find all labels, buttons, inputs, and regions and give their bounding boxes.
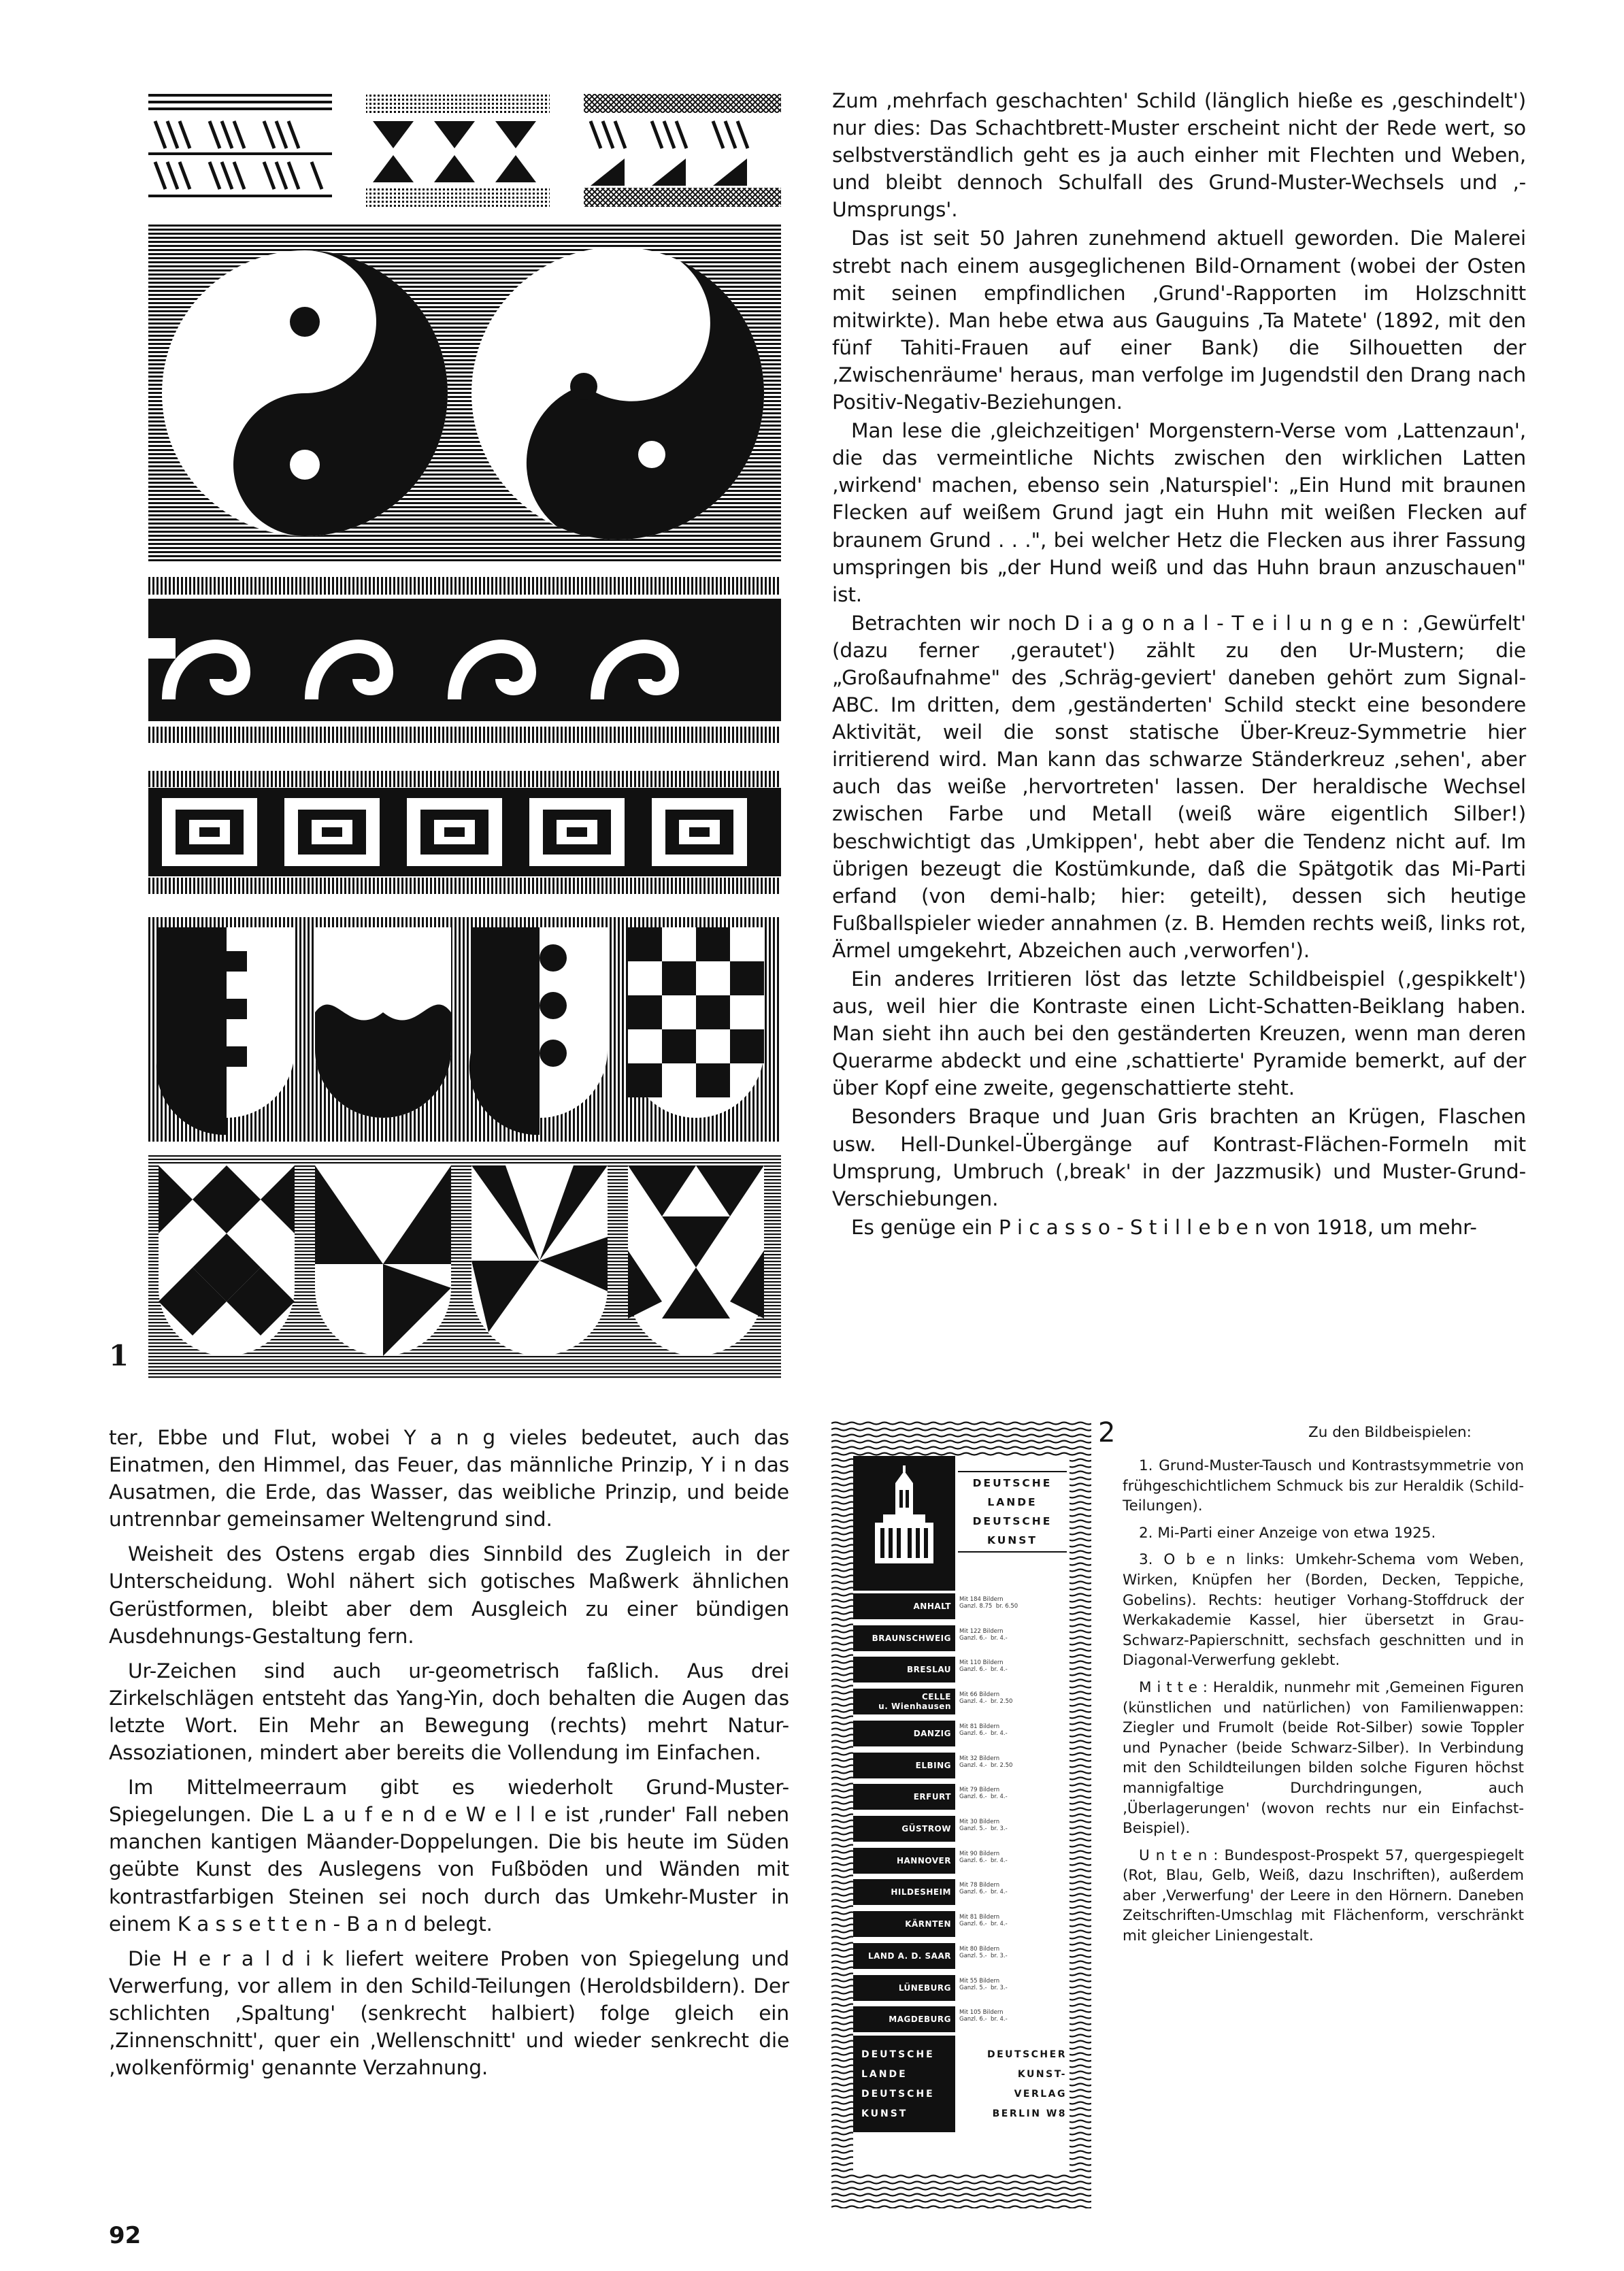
right-column-text [832,87,1526,1241]
city-row [853,1911,1070,1937]
city-row [853,2006,1070,2032]
city-info: Mit 79 Bildern Ganzl. 6.- br. 4.- [959,1787,1008,1801]
city-info: Mit 30 Bildern Ganzl. 5.- br. 3.- [959,1819,1008,1832]
city-info: Mit 81 Bildern Ganzl. 6.- br. 4.- [959,1914,1008,1928]
city-info: Mit 110 Bildern Ganzl. 6.- br. 4.- [959,1659,1008,1674]
ad-footer [853,2036,1070,2174]
city-row [853,1689,1070,1714]
footer-line: VERLAG [1014,2089,1067,2100]
city-row [853,1753,1070,1778]
cathedral-icon [853,1456,955,1591]
city-name: BRAUNSCHWEIG [853,1625,955,1651]
paragraph: Weisheit des Ostens ergab dies Sinnbild des Zugleich in der Unterscheidung. Wohl nähert sich gotisches Maßwerk ähnlichen Gerüstformen, bleibt aber dem Ausgleich zu einer bündigen Ausdehnungs-Gestaltung fern. [109,1542,789,1648]
city-info: Mit 184 Bildern Ganzl. 8.75 br. 6.50 [959,1596,1018,1610]
city-row [853,1593,1070,1619]
paragraph: Die H e r a l d i k liefert weitere Proben von Spiegelung und Verwerfung, vor allem in den Schild-Teilungen (Heroldsbildern). Der schlichten ‚Spaltung' (senkrecht halbiert) folge gleich ein ‚Zinnenschnitt', quer ein ‚Wellenschnitt' und wieder senkrecht die ‚wolkenförmig' genannte Verzahnung. [109,1946,789,2080]
city-row [853,1943,1070,1969]
city-row [853,1625,1070,1651]
city-name: KÄRNTEN [853,1911,955,1937]
caption-item: 3. O b e n links: Umkehr-Schema vom Weben, Wirken, Knüpfen her (Borden, Decken, Teppiche, Gobelins). Rechts: heutiger Vorhang-Stoffdruck der Werkakademie Kassel, hier übersetzt in Grau-Schwarz-Papierschnitt, sechsfach geschnitten und in Diagonal-Verwerfung geklebt. [1123,1551,1524,1670]
city-name: GÜSTROW [853,1816,955,1842]
caption-item: 2. Mi-Parti einer Anzeige von etwa 1925. [1139,1524,1436,1542]
captions-column [1123,1456,1524,1953]
city-info: Mit 81 Bildern Ganzl. 6.- br. 4.- [959,1723,1008,1737]
ad-title-line: DEUTSCHE [972,1515,1053,1527]
ad-title-line: LANDE [987,1496,1038,1508]
city-name: ANHALT [853,1593,955,1619]
city-name: CELLE u. Wienhausen [853,1689,955,1714]
running-wave-band [148,599,781,721]
footer-line: KUNST- [1017,2069,1067,2080]
footer-line: DEUTSCHER [987,2049,1067,2060]
ad-title-line: KUNST [987,1534,1038,1546]
page-number: 92 [109,2222,142,2249]
figure-2-advertisement [831,1419,1091,2208]
city-name: ERFURT [853,1784,955,1810]
city-row [853,1721,1070,1746]
city-row [853,1848,1070,1874]
yin-yang-panel [148,223,781,588]
city-name: LÜNEBURG [853,1975,955,2001]
heraldic-shields-row-2 [148,1155,781,1378]
city-info: Mit 55 Bildern Ganzl. 5.- br. 3.- [959,1977,1008,1991]
paragraph: Zum ‚mehrfach geschachten' Schild (länglich hieße es ‚geschindelt') nur dies: Das Schachtbrett-Muster erscheint nicht der Rede wert, so selbstverständlich geht es ja auch einher mit Flechten und Weben, und bleibt dennoch Schulfall des Grund-Muster-Wechsels und ‚-Umsprungs'. [832,89,1526,222]
figure-2-number: 2 [1098,1417,1116,1448]
triangle-band-middle [366,94,550,207]
paragraph: Besonders Braque und Juan Gris brachten an Krügen, Flaschen usw. Hell-Dunkel-Übergänge auf Kontrast-Flächen-Formeln mit Umsprung, Umbruch (‚break' in der Jazzmusik) und Muster-Grund-Verschiebungen. [832,1105,1526,1210]
vertical-line-band-2 [148,727,781,743]
footer-line: LANDE [861,2069,908,2080]
ad-header [853,1456,1070,1591]
city-row [853,1657,1070,1682]
paragraph: Im Mittelmeerraum gibt es wiederholt Grund-Muster-Spiegelungen. Die L a u f e n d e W e l l e ist ‚runder' Fall neben manchen kantigen Mäander-Doppelungen. Die bis heute im Süden geübte Kunst des Auslegens von Fußböden und Wänden mit kontrastfarbigen Steinen sei noch durch das Umkehr-Muster in einem K a s s e t t e n - B a n d belegt. [109,1776,789,1936]
figure-1-number: 1 [109,1339,129,1372]
cassette-band [148,788,781,876]
heraldic-shields-row-1 [148,917,781,1142]
vertical-line-band-4 [148,878,781,894]
city-name: DANZIG [853,1721,955,1746]
city-name: MAGDEBURG [853,2006,955,2032]
ad-footer-left [853,2036,955,2132]
figure-1-illustration [148,94,781,1378]
ad-footer-right [959,2045,1067,2124]
city-row [853,1975,1070,2001]
caption-item: 1. Grund-Muster-Tausch und Kontrastsymmetrie von frühgeschichtlichem Schmuck bis zur Heraldik (Schild-Teilungen). [1123,1457,1524,1515]
footer-line: DEUTSCHE [861,2049,935,2060]
paragraph: Ur-Zeichen sind auch ur-geometrisch faßlich. Aus drei Zirkelschlägen entsteht das Yang-Yin, doch behalten die Augen das letzte Wort. Ein Mehr an Bewegung (rechts) mehrt Natur-Assoziationen, mindert aber bereits die Vollendung im Einfachen. [109,1659,789,1765]
cathedral-graphic [853,1456,955,1591]
paragraph: Betrachten wir noch D i a g o n a l - T e i l u n g e n : ‚Gewürfelt' (dazu ferner ‚gerautet') zählt zu den Ur-Mustern; die „Großaufnahme" des ‚Schräg-geviert' daneben gehört zum Signal-ABC. Im dritten, dem ‚geständerten' Schild steckt eine besondere Aktivität, weil die sonst statische Über-Kreuz-Symmetrie hier irritierend wird. Man kann das schwarze Ständerkreuz ‚sehen', aber auch das weiße ‚hervortreten' lassen. Der heraldische Wechsel zwischen Farbe und Metall (weiß wäre eigentlich Silber!) beschwichtigt das ‚Umkippen', hebt aber die Tendenz nicht auf. Im übrigen bezeugt die Kostümkunde, daß die Spätgotik das Mi-Parti erfand (von demi-halb; hier: geteilt), dessen sich heutige Fußballspieler wieder annahmen (z. B. Hemden rechts weiß, links rot, Ärmel umgekehrt, Abzeichen auch ‚verworfen'). [832,611,1526,962]
paragraph: Das ist seit 50 Jahren zunehmend aktuell geworden. Die Malerei strebt nach einem ausgeglichenen Bild-Ornament (wobei der Osten mit seinen empfindlichen ‚Grund'-Rapporten im Holzschnitt mitwirkte). Man hebe etwa aus Gauguins ‚Ta Matete' (1892, mit den fünf Tahiti-Frauen auf einer Bank) die Silhouetten der ‚Zwischenräume' heraus, man verfolge im Jugendstil den Drang nach Positiv-Negativ-Beziehungen. [832,227,1526,414]
city-info: Mit 66 Bildern Ganzl. 4.- br. 2.50 [959,1691,1013,1706]
city-row [853,1784,1070,1810]
ad-panel [853,1456,1070,2174]
vertical-line-band-1 [148,577,781,595]
paragraph: Ein anderes Irritieren löst das letzte Schildbeispiel (‚gespikkelt') aus, weil hier die Kontraste einen Licht-Schatten-Beiklang haben. Man sieht ihn auch bei den geständerten Kreuzen, wenn man deren Querarme abdeckt und eine ‚schattierte' Pyramide bemerkt, auf der über Kopf eine zweite, gegenschattierte steht. [832,967,1526,1100]
city-list [853,1591,1070,2036]
rule [958,1471,1067,1472]
caption-item: U n t e n : Bundespost-Prospekt 57, quergespiegelt (Rot, Blau, Gelb, Weiß, dazu Inschriften), außerdem aber ‚Verwerfung' der Leere in den Hörnern. Daneben Zeitschriften-Umschlag mit Flächenform, verschränkt mit gleicher Liniengestalt. [1123,1846,1524,1945]
ad-title [958,1470,1067,1554]
caption-item: M i t t e : Heraldik, nunmehr mit ‚Gemeinen Figuren (künstlichen und natürlichen) von Familienwappen: Ziegler und Frumolt (beide Rot-Silber) sowie Toppler und Pynacher (beide Schwarz-Silber). In Verbindung mit den Schildteilungen bilden solche Figuren höchst mannigfaltige Durchdringungen, auch ‚Überlagerungen' (wovon rechts nur ein Einfachst-Beispiel). [1123,1678,1524,1838]
city-row [853,1879,1070,1905]
paragraph: ter, Ebbe und Flut, wobei Y a n g vieles bedeutet, auch das Einatmen, den Himmel, das Feuer, das männliche Prinzip, Y i n das Ausatmen, die Erde, das Wasser, das weibliche Prinzip, und beide untrennbar gemeinsamer Weltengrund sind. [109,1426,789,1531]
figure-1-svg [148,94,781,1378]
city-name: HANNOVER [853,1848,955,1874]
city-name: HILDESHEIM [853,1879,955,1905]
city-name: ELBING [853,1753,955,1778]
footer-line: BERLIN W8 [992,2108,1067,2119]
city-info: Mit 122 Bildern Ganzl. 6.- br. 4.- [959,1627,1008,1642]
city-info: Mit 78 Bildern Ganzl. 6.- br. 4.- [959,1882,1008,1896]
zigzag-band-right [584,94,781,207]
city-info: Mit 90 Bildern Ganzl. 6.- br. 4.- [959,1850,1008,1864]
rule [958,1551,1067,1553]
left-column-text [109,1424,789,2081]
city-info: Mit 80 Bildern Ganzl. 5.- br. 3.- [959,1945,1008,1959]
vertical-line-band-3 [148,771,781,787]
city-row [853,1816,1070,1842]
zigzag-band-left [148,94,332,197]
paragraph: Man lese die ‚gleichzeitigen' Morgenstern-Verse vom ‚Lattenzaun', die das vermeintliche Nichts zwischen den wirklichen Latten ‚wirkend' machen, ebenso sein ‚Naturspiel': „Ein Hund mit braunen Flecken auf weißem Grund jagt ein Huhn mit weißen Flecken auf braunem Grund . . .", bei welcher Hetz die Flecken aus ihrer Fassung umspringen bis „der Hund weiß und das Huhn braun anzuschauen" ist. [832,419,1526,606]
city-name: LAND A. D. SAAR [853,1943,955,1969]
paragraph: Es genüge ein P i c a s s o - S t i l l e b e n von 1918, um mehr- [851,1215,1477,1239]
footer-line: KUNST [861,2108,908,2119]
city-info: Mit 32 Bildern Ganzl. 4.- br. 2.50 [959,1755,1013,1769]
footer-line: DEUTSCHE [861,2089,935,2100]
ad-title-line: DEUTSCHE [972,1477,1053,1489]
city-name: BRESLAU [853,1657,955,1682]
city-info: Mit 105 Bildern Ganzl. 6.- br. 4.- [959,2009,1008,2023]
captions-heading: Zu den Bildbeispielen: [1308,1424,1472,1441]
